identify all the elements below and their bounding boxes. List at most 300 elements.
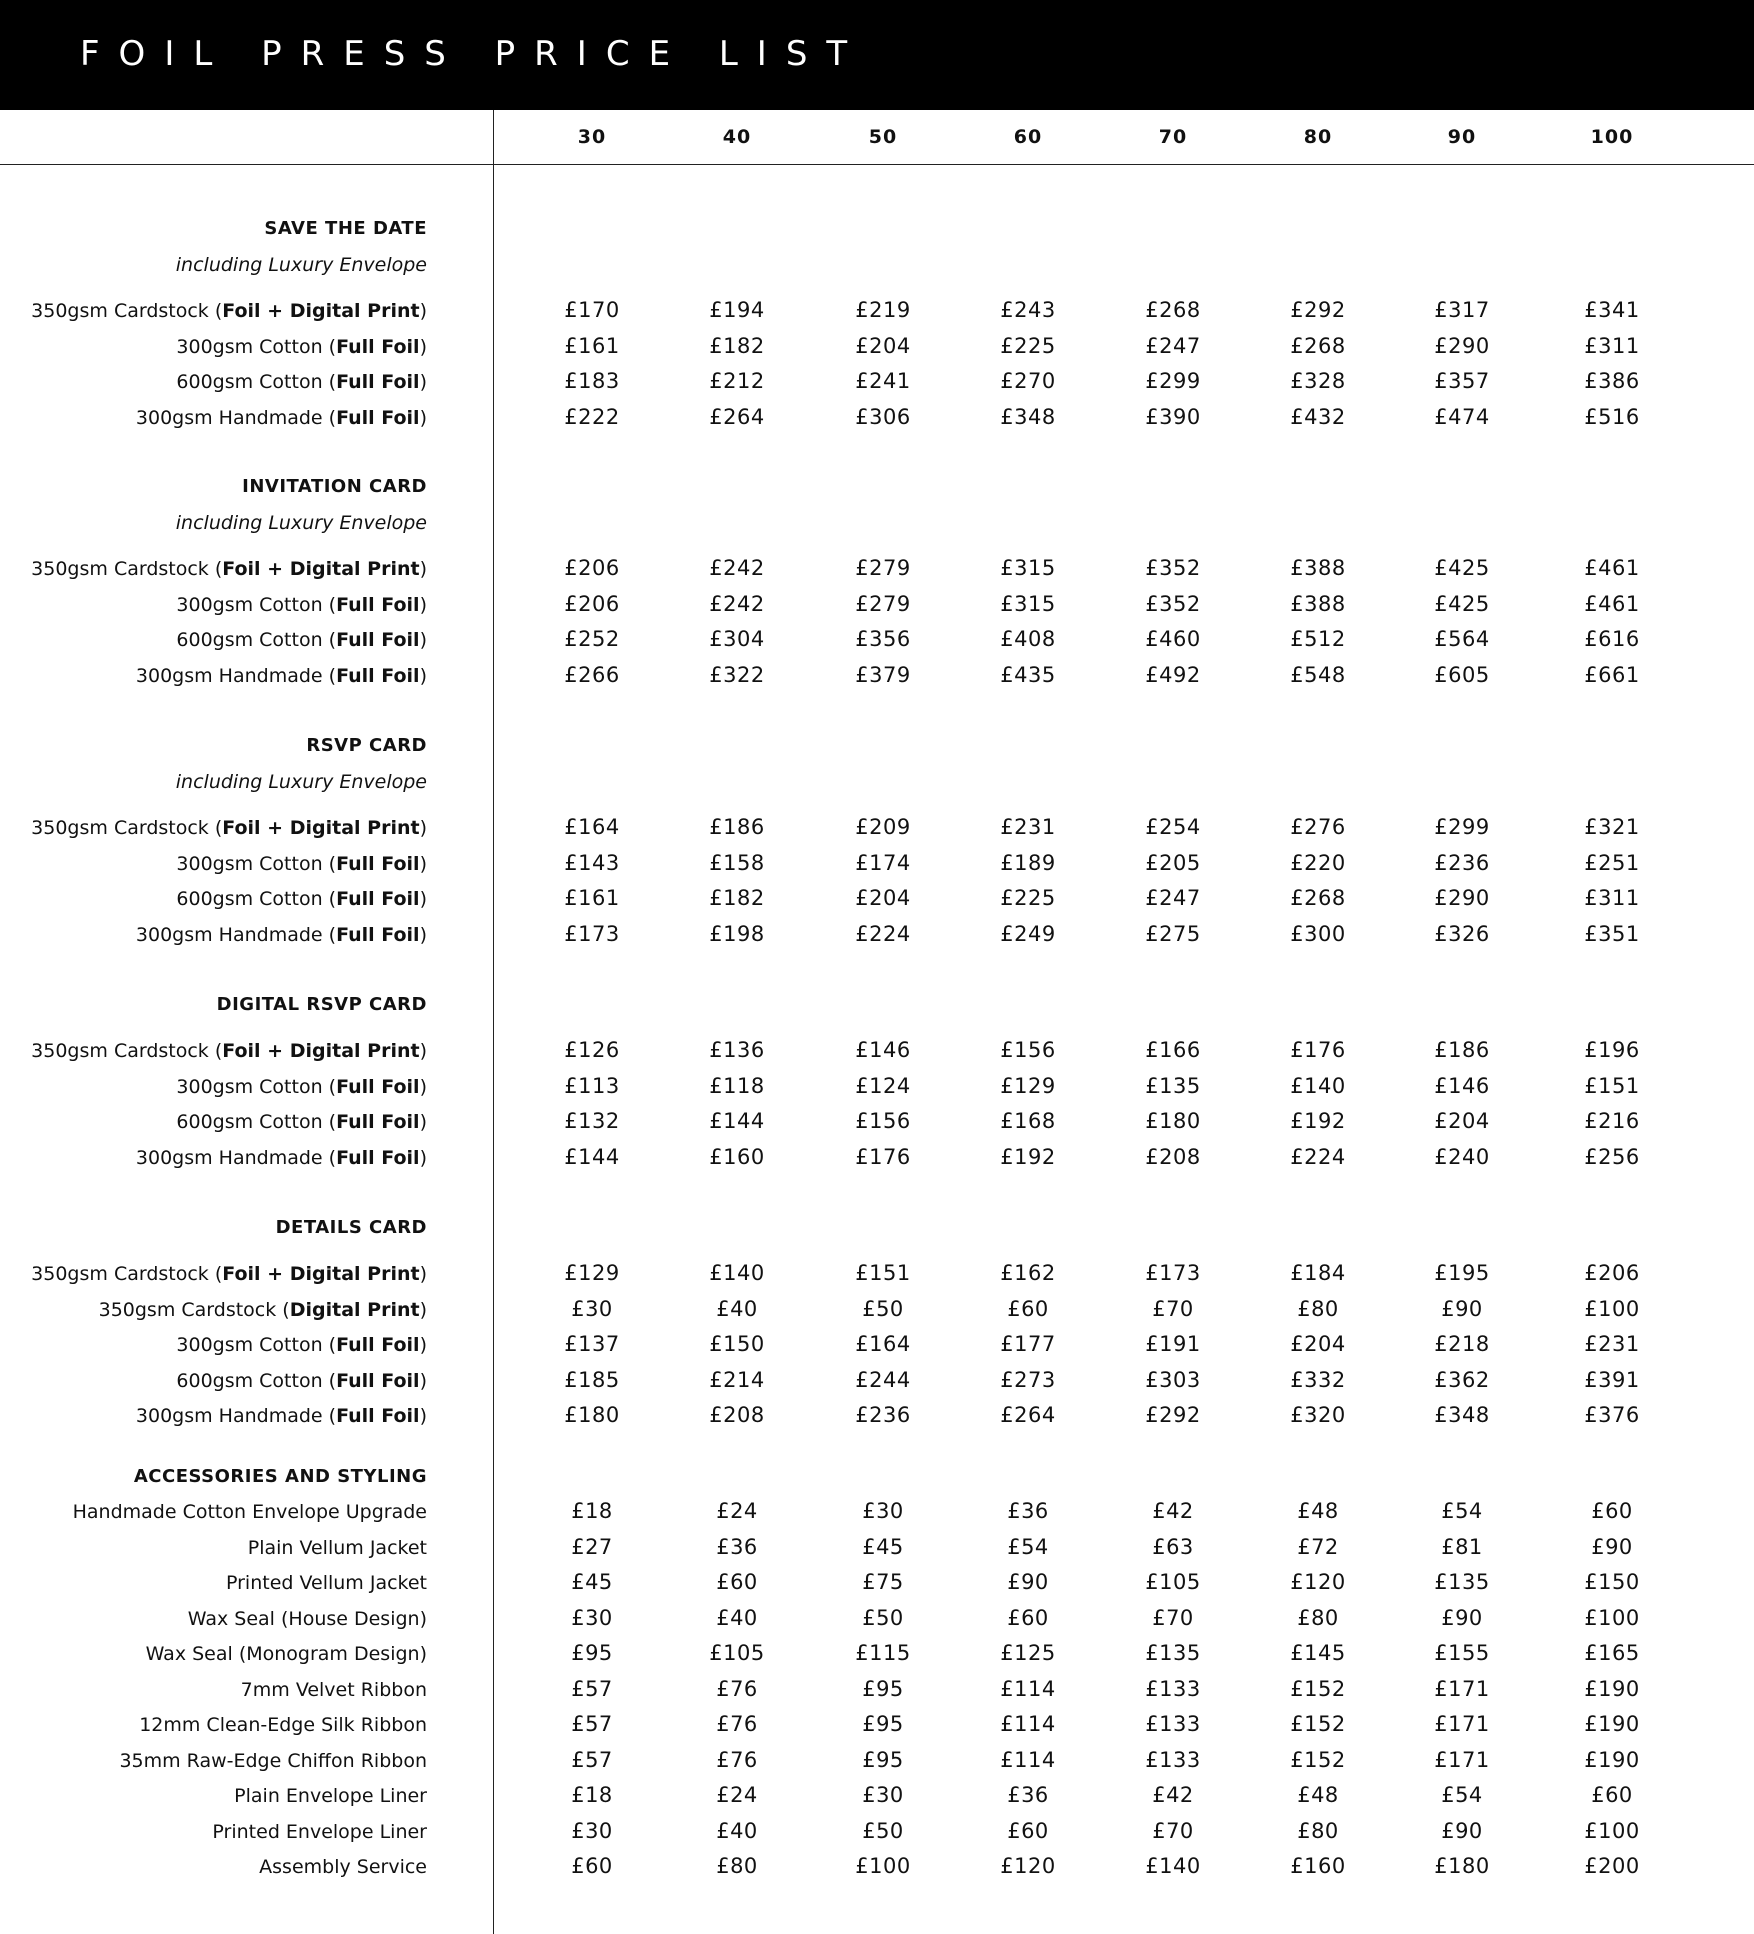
price-cell: £70 — [1152, 1605, 1194, 1630]
quantity-header: 70 — [1158, 126, 1188, 148]
price-cell: £225 — [1000, 886, 1056, 910]
header-divider — [0, 164, 1754, 165]
price-cell: £268 — [1290, 886, 1346, 910]
row-label — [0, 1714, 427, 1736]
row-label-text: 600gsm Cotton ( — [176, 1369, 337, 1392]
price-cell: £236 — [855, 1403, 911, 1427]
price-cell: £362 — [1434, 1367, 1490, 1392]
row-label — [0, 1643, 427, 1665]
row-label-text: 300gsm Handmade ( — [135, 664, 337, 687]
price-cell: £158 — [709, 850, 765, 875]
price-cell: £100 — [1584, 1605, 1640, 1630]
price-cell: £95 — [862, 1747, 904, 1772]
row-label-suffix: ) — [419, 1040, 427, 1062]
price-cell: £137 — [564, 1332, 620, 1356]
price-cell: £95 — [862, 1712, 904, 1736]
price-cell: £492 — [1145, 662, 1201, 687]
row-label — [0, 924, 427, 946]
price-cell: £279 — [855, 556, 911, 580]
price-cell: £174 — [855, 850, 911, 875]
price-cell: £80 — [1297, 1296, 1339, 1321]
row-label-text: 350gsm Cardstock ( — [31, 558, 223, 580]
price-cell: £30 — [571, 1296, 613, 1321]
price-cell: £80 — [716, 1854, 758, 1878]
price-cell: £170 — [564, 298, 620, 322]
price-cell: £212 — [709, 369, 765, 393]
row-label-text: 12mm Clean-Edge Silk Ribbon — [139, 1714, 427, 1736]
price-cell: £162 — [1000, 1261, 1056, 1285]
price-cell: £54 — [1441, 1783, 1483, 1807]
row-label — [0, 1501, 427, 1523]
price-cell: £190 — [1584, 1747, 1640, 1772]
row-label-emphasis: Full Foil — [336, 1405, 420, 1427]
row-label — [0, 853, 427, 875]
price-cell: £204 — [855, 333, 911, 358]
row-label-emphasis: Full Foil — [336, 1369, 420, 1392]
price-cell: £326 — [1434, 921, 1490, 946]
row-label-text: Assembly Service — [259, 1856, 427, 1878]
price-cell: £516 — [1584, 404, 1640, 429]
price-cell: £204 — [1434, 1109, 1490, 1133]
row-label-text: Wax Seal (House Design) — [187, 1607, 427, 1630]
price-cell: £194 — [709, 298, 765, 322]
price-cell: £133 — [1145, 1712, 1201, 1736]
price-cell: £114 — [1000, 1712, 1056, 1736]
price-cell: £164 — [564, 815, 620, 839]
row-label-text: 600gsm Cotton ( — [176, 888, 337, 910]
price-cell: £425 — [1434, 591, 1490, 616]
price-cell: £150 — [1584, 1570, 1640, 1594]
row-label — [0, 1608, 427, 1630]
price-cell: £155 — [1434, 1641, 1490, 1665]
price-cell: £222 — [564, 404, 620, 429]
price-cell: £408 — [1000, 627, 1056, 651]
price-cell: £48 — [1297, 1499, 1339, 1523]
price-cell: £165 — [1584, 1641, 1640, 1665]
price-cell: £321 — [1584, 815, 1640, 839]
row-label — [0, 1750, 427, 1772]
price-cell: £182 — [709, 333, 765, 358]
price-cell: £206 — [564, 591, 620, 616]
price-cell: £208 — [1145, 1144, 1201, 1169]
price-cell: £156 — [855, 1109, 911, 1133]
price-cell: £328 — [1290, 369, 1346, 393]
price-cell: £124 — [855, 1073, 911, 1098]
row-label-text: 300gsm Cotton ( — [176, 852, 337, 875]
price-cell: £204 — [855, 886, 911, 910]
row-label-text: 300gsm Cotton ( — [176, 593, 337, 616]
price-cell: £351 — [1584, 921, 1640, 946]
price-cell: £30 — [571, 1605, 613, 1630]
section-title: DIGITAL RSVP CARD — [216, 994, 427, 1015]
row-label-suffix: ) — [419, 1111, 427, 1133]
row-label-suffix: ) — [419, 888, 427, 910]
price-cell: £270 — [1000, 369, 1056, 393]
price-cell: £118 — [709, 1073, 765, 1098]
price-cell: £126 — [564, 1038, 620, 1062]
price-cell: £231 — [1584, 1332, 1640, 1356]
row-label-suffix: ) — [419, 1369, 427, 1392]
row-label-text: 300gsm Handmade ( — [135, 406, 337, 429]
price-cell: £254 — [1145, 815, 1201, 839]
row-label-emphasis: Full Foil — [336, 335, 420, 358]
price-cell: £140 — [709, 1261, 765, 1285]
row-label-text: 350gsm Cardstock ( — [98, 1298, 290, 1321]
price-cell: £661 — [1584, 662, 1640, 687]
price-cell: £60 — [1591, 1499, 1633, 1523]
price-cell: £60 — [1007, 1818, 1049, 1843]
price-cell: £129 — [564, 1261, 620, 1285]
row-label — [0, 336, 427, 358]
row-label-emphasis: Full Foil — [336, 1075, 420, 1098]
price-cell: £357 — [1434, 369, 1490, 393]
price-cell: £152 — [1290, 1676, 1346, 1701]
quantity-header: 100 — [1590, 126, 1634, 148]
price-cell: £306 — [855, 404, 911, 429]
row-label-emphasis: Foil + Digital Print — [222, 1263, 420, 1285]
price-cell: £146 — [1434, 1073, 1490, 1098]
price-cell: £195 — [1434, 1261, 1490, 1285]
price-cell: £145 — [1290, 1641, 1346, 1665]
price-cell: £311 — [1584, 333, 1640, 358]
row-label-text: 350gsm Cardstock ( — [31, 300, 223, 322]
row-label-suffix: ) — [419, 1405, 427, 1427]
price-cell: £63 — [1152, 1534, 1194, 1559]
price-cell: £150 — [709, 1332, 765, 1356]
price-cell: £50 — [862, 1605, 904, 1630]
price-cell: £156 — [1000, 1038, 1056, 1062]
price-cell: £152 — [1290, 1747, 1346, 1772]
price-cell: £332 — [1290, 1367, 1346, 1392]
price-cell: £216 — [1584, 1109, 1640, 1133]
price-cell: £176 — [855, 1144, 911, 1169]
price-cell: £256 — [1584, 1144, 1640, 1169]
price-cell: £180 — [1145, 1109, 1201, 1133]
price-cell: £161 — [564, 333, 620, 358]
price-cell: £125 — [1000, 1641, 1056, 1665]
column-divider — [493, 110, 494, 1934]
price-cell: £135 — [1145, 1641, 1201, 1665]
price-cell: £100 — [1584, 1296, 1640, 1321]
price-cell: £196 — [1584, 1038, 1640, 1062]
price-cell: £27 — [571, 1534, 613, 1559]
row-label-emphasis: Foil + Digital Print — [222, 558, 420, 580]
price-cell: £70 — [1152, 1818, 1194, 1843]
price-cell: £247 — [1145, 886, 1201, 910]
row-label — [0, 1537, 427, 1559]
row-label-emphasis: Full Foil — [336, 852, 420, 875]
price-cell: £100 — [1584, 1818, 1640, 1843]
row-label-text: Printed Vellum Jacket — [225, 1572, 427, 1594]
price-cell: £290 — [1434, 886, 1490, 910]
price-cell: £242 — [709, 556, 765, 580]
quantity-header: 50 — [868, 126, 898, 148]
row-label-suffix: ) — [419, 406, 427, 429]
row-label — [0, 1111, 427, 1133]
row-label-suffix: ) — [419, 593, 427, 616]
price-cell: £120 — [1290, 1570, 1346, 1594]
section-title: RSVP CARD — [306, 735, 427, 756]
row-label — [0, 1821, 427, 1843]
price-cell: £425 — [1434, 556, 1490, 580]
price-cell: £146 — [855, 1038, 911, 1062]
price-cell: £299 — [1434, 815, 1490, 839]
row-label-text: 600gsm Cotton ( — [176, 629, 337, 651]
price-cell: £60 — [1591, 1783, 1633, 1807]
row-label — [0, 300, 427, 322]
price-cell: £352 — [1145, 591, 1201, 616]
price-cell: £135 — [1145, 1073, 1201, 1098]
price-cell: £241 — [855, 369, 911, 393]
row-label — [0, 594, 427, 616]
price-cell: £548 — [1290, 662, 1346, 687]
price-cell: £376 — [1584, 1403, 1640, 1427]
price-cell: £243 — [1000, 298, 1056, 322]
price-cell: £151 — [1584, 1073, 1640, 1098]
price-cell: £76 — [716, 1747, 758, 1772]
price-cell: £225 — [1000, 333, 1056, 358]
row-label — [0, 629, 427, 651]
price-cell: £189 — [1000, 850, 1056, 875]
price-cell: £198 — [709, 921, 765, 946]
section-title: DETAILS CARD — [275, 1217, 427, 1238]
row-label-text: Printed Envelope Liner — [212, 1820, 427, 1843]
row-label-text: Plain Vellum Jacket — [247, 1536, 427, 1559]
price-cell: £303 — [1145, 1367, 1201, 1392]
price-cell: £72 — [1297, 1534, 1339, 1559]
price-cell: £512 — [1290, 627, 1346, 651]
price-cell: £24 — [716, 1499, 758, 1523]
price-cell: £299 — [1145, 369, 1201, 393]
price-cell: £209 — [855, 815, 911, 839]
price-cell: £40 — [716, 1605, 758, 1630]
price-cell: £390 — [1145, 404, 1201, 429]
price-cell: £190 — [1584, 1676, 1640, 1701]
price-cell: £240 — [1434, 1144, 1490, 1169]
price-cell: £352 — [1145, 556, 1201, 580]
price-cell: £320 — [1290, 1403, 1346, 1427]
price-cell: £30 — [862, 1499, 904, 1523]
section-title: SAVE THE DATE — [264, 218, 427, 239]
price-cell: £133 — [1145, 1747, 1201, 1772]
price-cell: £206 — [1584, 1261, 1640, 1285]
price-cell: £266 — [564, 662, 620, 687]
price-cell: £348 — [1434, 1403, 1490, 1427]
price-cell: £36 — [716, 1534, 758, 1559]
price-cell: £105 — [1145, 1570, 1201, 1594]
price-cell: £54 — [1441, 1499, 1483, 1523]
row-label-text: 350gsm Cardstock ( — [31, 1040, 223, 1062]
price-cell: £57 — [571, 1712, 613, 1736]
quantity-header: 60 — [1013, 126, 1043, 148]
row-label-suffix: ) — [419, 1075, 427, 1098]
price-cell: £100 — [855, 1854, 911, 1878]
header-bar — [0, 0, 1754, 110]
price-cell: £143 — [564, 850, 620, 875]
price-cell: £24 — [716, 1783, 758, 1807]
price-cell: £50 — [862, 1296, 904, 1321]
price-cell: £205 — [1145, 850, 1201, 875]
row-label-emphasis: Foil + Digital Print — [222, 817, 420, 839]
price-cell: £180 — [564, 1403, 620, 1427]
price-cell: £315 — [1000, 556, 1056, 580]
price-cell: £317 — [1434, 298, 1490, 322]
price-cell: £251 — [1584, 850, 1640, 875]
price-cell: £90 — [1007, 1570, 1049, 1594]
price-cell: £183 — [564, 369, 620, 393]
price-cell: £30 — [862, 1783, 904, 1807]
row-label-text: Wax Seal (Monogram Design) — [145, 1643, 427, 1665]
price-cell: £60 — [1007, 1296, 1049, 1321]
row-label-text: 600gsm Cotton ( — [176, 371, 337, 393]
price-cell: £95 — [862, 1676, 904, 1701]
price-cell: £168 — [1000, 1109, 1056, 1133]
price-cell: £173 — [1145, 1261, 1201, 1285]
price-cell: £161 — [564, 886, 620, 910]
price-cell: £144 — [564, 1144, 620, 1169]
price-cell: £186 — [709, 815, 765, 839]
section-subtitle: including Luxury Envelope — [175, 254, 427, 276]
price-cell: £75 — [862, 1570, 904, 1594]
quantity-header: 90 — [1447, 126, 1477, 148]
price-cell: £57 — [571, 1676, 613, 1701]
price-cell: £186 — [1434, 1038, 1490, 1062]
price-cell: £60 — [1007, 1605, 1049, 1630]
row-label-text: 300gsm Handmade ( — [135, 1146, 337, 1169]
price-cell: £76 — [716, 1712, 758, 1736]
price-cell: £144 — [709, 1109, 765, 1133]
quantity-header: 80 — [1303, 126, 1333, 148]
row-label — [0, 888, 427, 910]
price-cell: £242 — [709, 591, 765, 616]
section-subtitle: including Luxury Envelope — [175, 771, 427, 793]
row-label — [0, 371, 427, 393]
price-cell: £386 — [1584, 369, 1640, 393]
price-cell: £133 — [1145, 1676, 1201, 1701]
price-cell: £160 — [709, 1144, 765, 1169]
row-label-suffix: ) — [419, 558, 427, 580]
row-label-emphasis: Full Foil — [336, 664, 420, 687]
price-cell: £113 — [564, 1073, 620, 1098]
section-title: INVITATION CARD — [242, 476, 427, 497]
price-cell: £95 — [571, 1641, 613, 1665]
price-cell: £40 — [716, 1818, 758, 1843]
row-label-suffix: ) — [419, 852, 427, 875]
price-cell: £275 — [1145, 921, 1201, 946]
price-cell: £45 — [862, 1534, 904, 1559]
price-cell: £190 — [1584, 1712, 1640, 1736]
quantity-header: 40 — [722, 126, 752, 148]
price-cell: £379 — [855, 662, 911, 687]
row-label-suffix: ) — [419, 1298, 427, 1321]
price-cell: £81 — [1441, 1534, 1483, 1559]
row-label-suffix: ) — [419, 629, 427, 651]
row-label-text: 300gsm Cotton ( — [176, 1075, 337, 1098]
price-cell: £292 — [1145, 1403, 1201, 1427]
row-label-emphasis: Full Foil — [336, 1146, 420, 1169]
row-label-emphasis: Full Foil — [336, 593, 420, 616]
row-label-text: 7mm Velvet Ribbon — [240, 1678, 427, 1701]
price-cell: £90 — [1441, 1605, 1483, 1630]
price-cell: £279 — [855, 591, 911, 616]
row-label-suffix: ) — [419, 1146, 427, 1169]
price-cell: £224 — [1290, 1144, 1346, 1169]
price-cell: £152 — [1290, 1712, 1346, 1736]
row-label-text: 600gsm Cotton ( — [176, 1111, 337, 1133]
price-cell: £356 — [855, 627, 911, 651]
price-cell: £140 — [1145, 1854, 1201, 1878]
row-label-emphasis: Foil + Digital Print — [222, 1040, 420, 1062]
row-label — [0, 1076, 427, 1098]
price-cell: £176 — [1290, 1038, 1346, 1062]
row-label-suffix: ) — [419, 664, 427, 687]
price-cell: £304 — [709, 627, 765, 651]
row-label-emphasis: Digital Print — [289, 1298, 420, 1321]
price-cell: £185 — [564, 1367, 620, 1392]
price-cell: £204 — [1290, 1332, 1346, 1356]
price-cell: £348 — [1000, 404, 1056, 429]
row-label — [0, 1679, 427, 1701]
price-cell: £105 — [709, 1641, 765, 1665]
row-label — [0, 1334, 427, 1356]
price-cell: £461 — [1584, 591, 1640, 616]
price-cell: £135 — [1434, 1570, 1490, 1594]
price-cell: £224 — [855, 921, 911, 946]
price-cell: £171 — [1434, 1712, 1490, 1736]
price-cell: £173 — [564, 921, 620, 946]
price-cell: £76 — [716, 1676, 758, 1701]
row-label — [0, 1572, 427, 1594]
row-label — [0, 1785, 427, 1807]
row-label-suffix: ) — [419, 371, 427, 393]
price-cell: £218 — [1434, 1332, 1490, 1356]
price-cell: £311 — [1584, 886, 1640, 910]
price-cell: £45 — [571, 1570, 613, 1594]
row-label-text: 300gsm Handmade ( — [135, 923, 337, 946]
price-cell: £388 — [1290, 556, 1346, 580]
price-cell: £140 — [1290, 1073, 1346, 1098]
price-cell: £30 — [571, 1818, 613, 1843]
row-label-emphasis: Full Foil — [336, 406, 420, 429]
price-cell: £120 — [1000, 1854, 1056, 1878]
price-cell: £322 — [709, 662, 765, 687]
price-cell: £18 — [571, 1783, 613, 1807]
row-label-suffix: ) — [419, 817, 427, 839]
price-cell: £42 — [1152, 1783, 1194, 1807]
row-label-emphasis: Full Foil — [336, 888, 420, 910]
section-subtitle: including Luxury Envelope — [175, 512, 427, 534]
price-cell: £191 — [1145, 1332, 1201, 1356]
row-label — [0, 1856, 427, 1878]
price-cell: £80 — [1297, 1605, 1339, 1630]
price-cell: £208 — [709, 1403, 765, 1427]
price-cell: £220 — [1290, 850, 1346, 875]
price-cell: £206 — [564, 556, 620, 580]
quantity-header: 30 — [577, 126, 607, 148]
row-label-suffix: ) — [419, 923, 427, 946]
price-cell: £231 — [1000, 815, 1056, 839]
row-label-text: 300gsm Handmade ( — [135, 1405, 337, 1427]
price-cell: £160 — [1290, 1854, 1346, 1878]
price-cell: £432 — [1290, 404, 1346, 429]
price-cell: £166 — [1145, 1038, 1201, 1062]
price-cell: £292 — [1290, 298, 1346, 322]
price-cell: £171 — [1434, 1676, 1490, 1701]
price-cell: £461 — [1584, 556, 1640, 580]
price-cell: £252 — [564, 627, 620, 651]
price-cell: £182 — [709, 886, 765, 910]
price-cell: £80 — [1297, 1818, 1339, 1843]
